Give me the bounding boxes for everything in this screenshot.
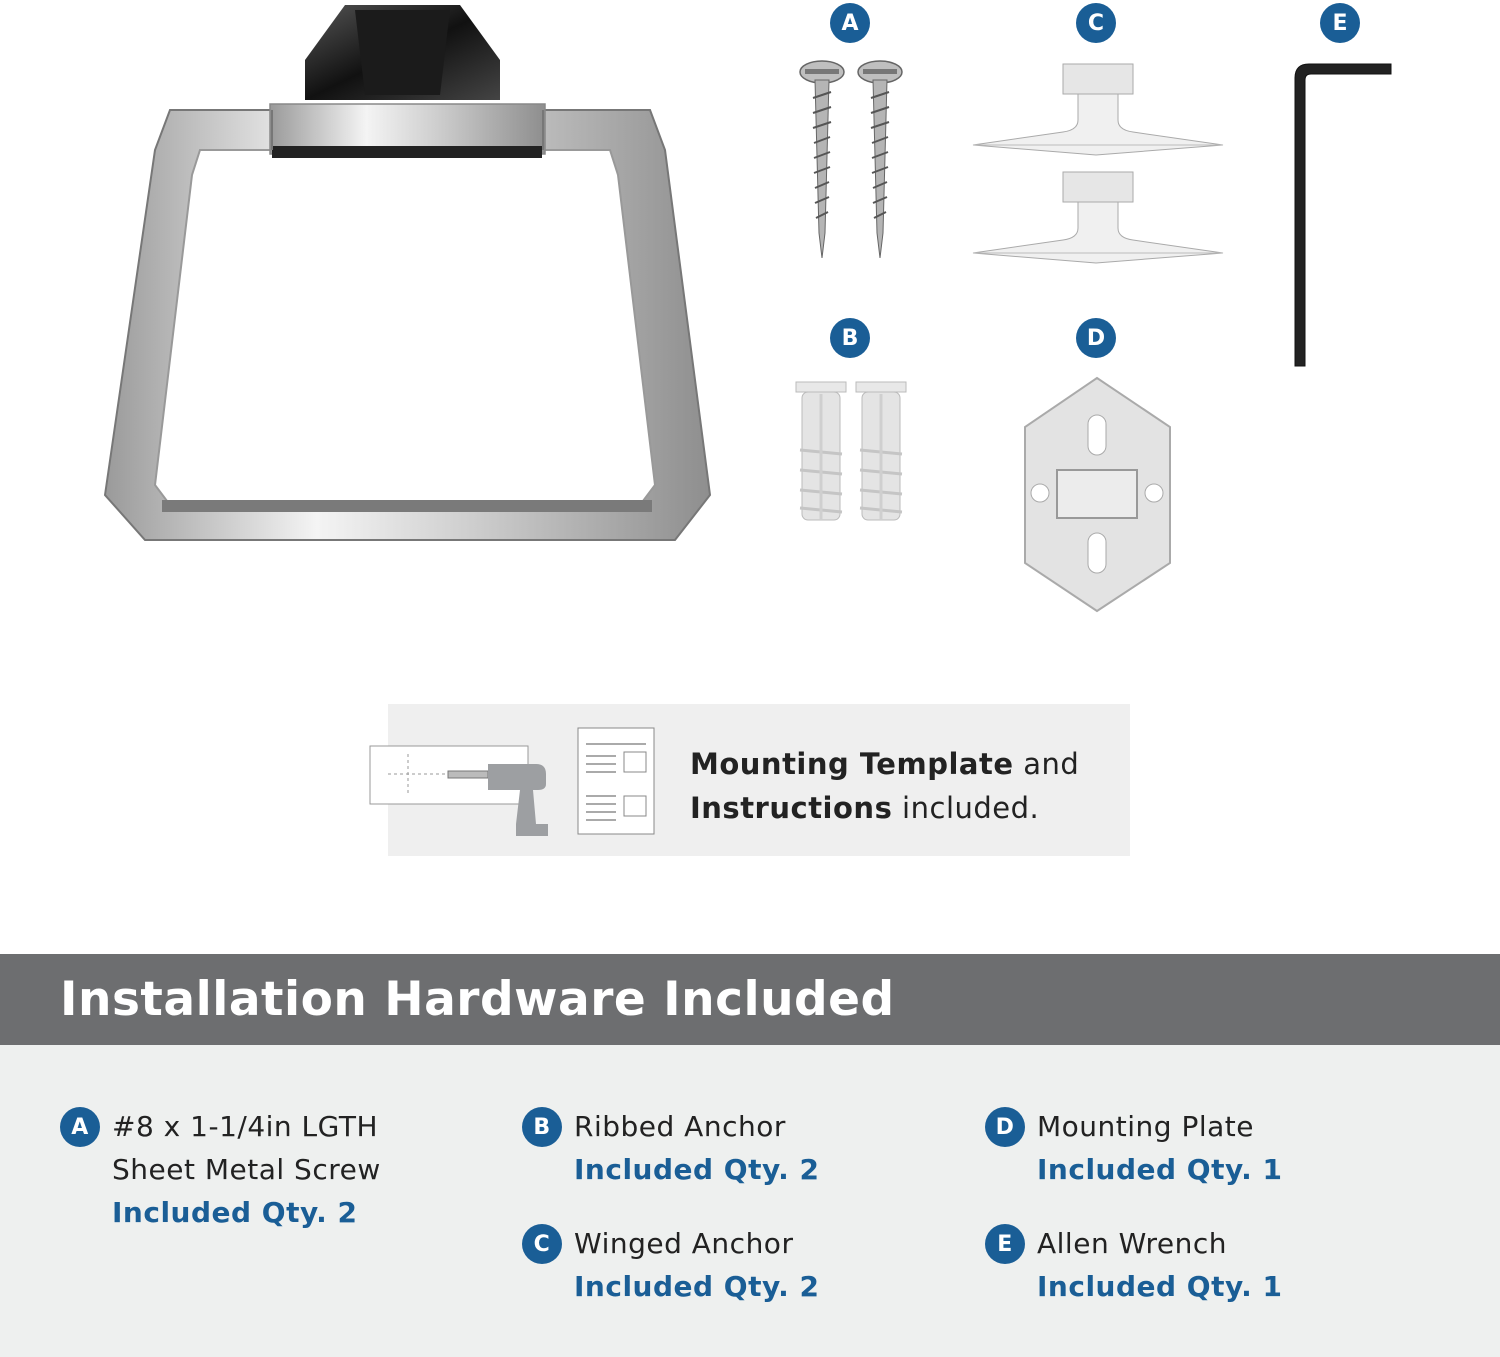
section-header [0, 954, 1500, 1045]
item-e-name: Allen Wrench [1037, 1227, 1228, 1260]
list-item-c [533, 1222, 820, 1308]
template-note-text [690, 742, 1079, 830]
mounting-plate-illustration [1020, 375, 1175, 615]
hardware-list [0, 1045, 1500, 1357]
item-b-name: Ribbed Anchor [574, 1110, 786, 1143]
item-c-qty: Included Qty. 2 [574, 1270, 820, 1303]
badge-c-diagram: C [1076, 3, 1116, 43]
allen-wrench-illustration [1285, 58, 1397, 370]
list-item-d [995, 1105, 1283, 1191]
section-title: Installation Hardware Included [60, 972, 895, 1027]
badge-a-diagram: A [830, 3, 870, 43]
list-item-b [533, 1105, 820, 1191]
list-item-a [71, 1105, 381, 1234]
drill-template-icon [368, 744, 550, 839]
item-c-name: Winged Anchor [574, 1227, 794, 1260]
badge-b-diagram: B [830, 318, 870, 358]
towel-ring-illustration [100, 0, 720, 550]
list-item-e [997, 1222, 1283, 1308]
instructions-document-icon [576, 726, 656, 836]
template-bold-1: Mounting Template [690, 747, 1014, 781]
badge-e: E [985, 1224, 1025, 1264]
item-e-qty: Included Qty. 1 [1037, 1270, 1283, 1303]
item-b-qty: Included Qty. 2 [574, 1153, 820, 1186]
template-normal-2: included. [892, 791, 1040, 825]
badge-c: C [522, 1224, 562, 1264]
badge-d-diagram: D [1076, 318, 1116, 358]
badge-a: A [60, 1107, 100, 1147]
badge-d: D [985, 1107, 1025, 1147]
item-d-name: Mounting Plate [1037, 1110, 1254, 1143]
template-bold-2: Instructions [690, 791, 893, 825]
winged-anchors-illustration [968, 60, 1228, 265]
item-a-name-line1: #8 x 1-1/4in LGTH [112, 1110, 379, 1143]
mounting-template-note [388, 704, 1130, 856]
item-a-qty: Included Qty. 2 [112, 1196, 358, 1229]
item-a-name-line2: Sheet Metal Screw [112, 1153, 381, 1186]
badge-b: B [522, 1107, 562, 1147]
template-normal-1: and [1013, 747, 1080, 781]
ribbed-anchors-illustration [790, 380, 912, 532]
item-d-qty: Included Qty. 1 [1037, 1153, 1283, 1186]
badge-e-diagram: E [1320, 3, 1360, 43]
screws-illustration [795, 58, 910, 263]
